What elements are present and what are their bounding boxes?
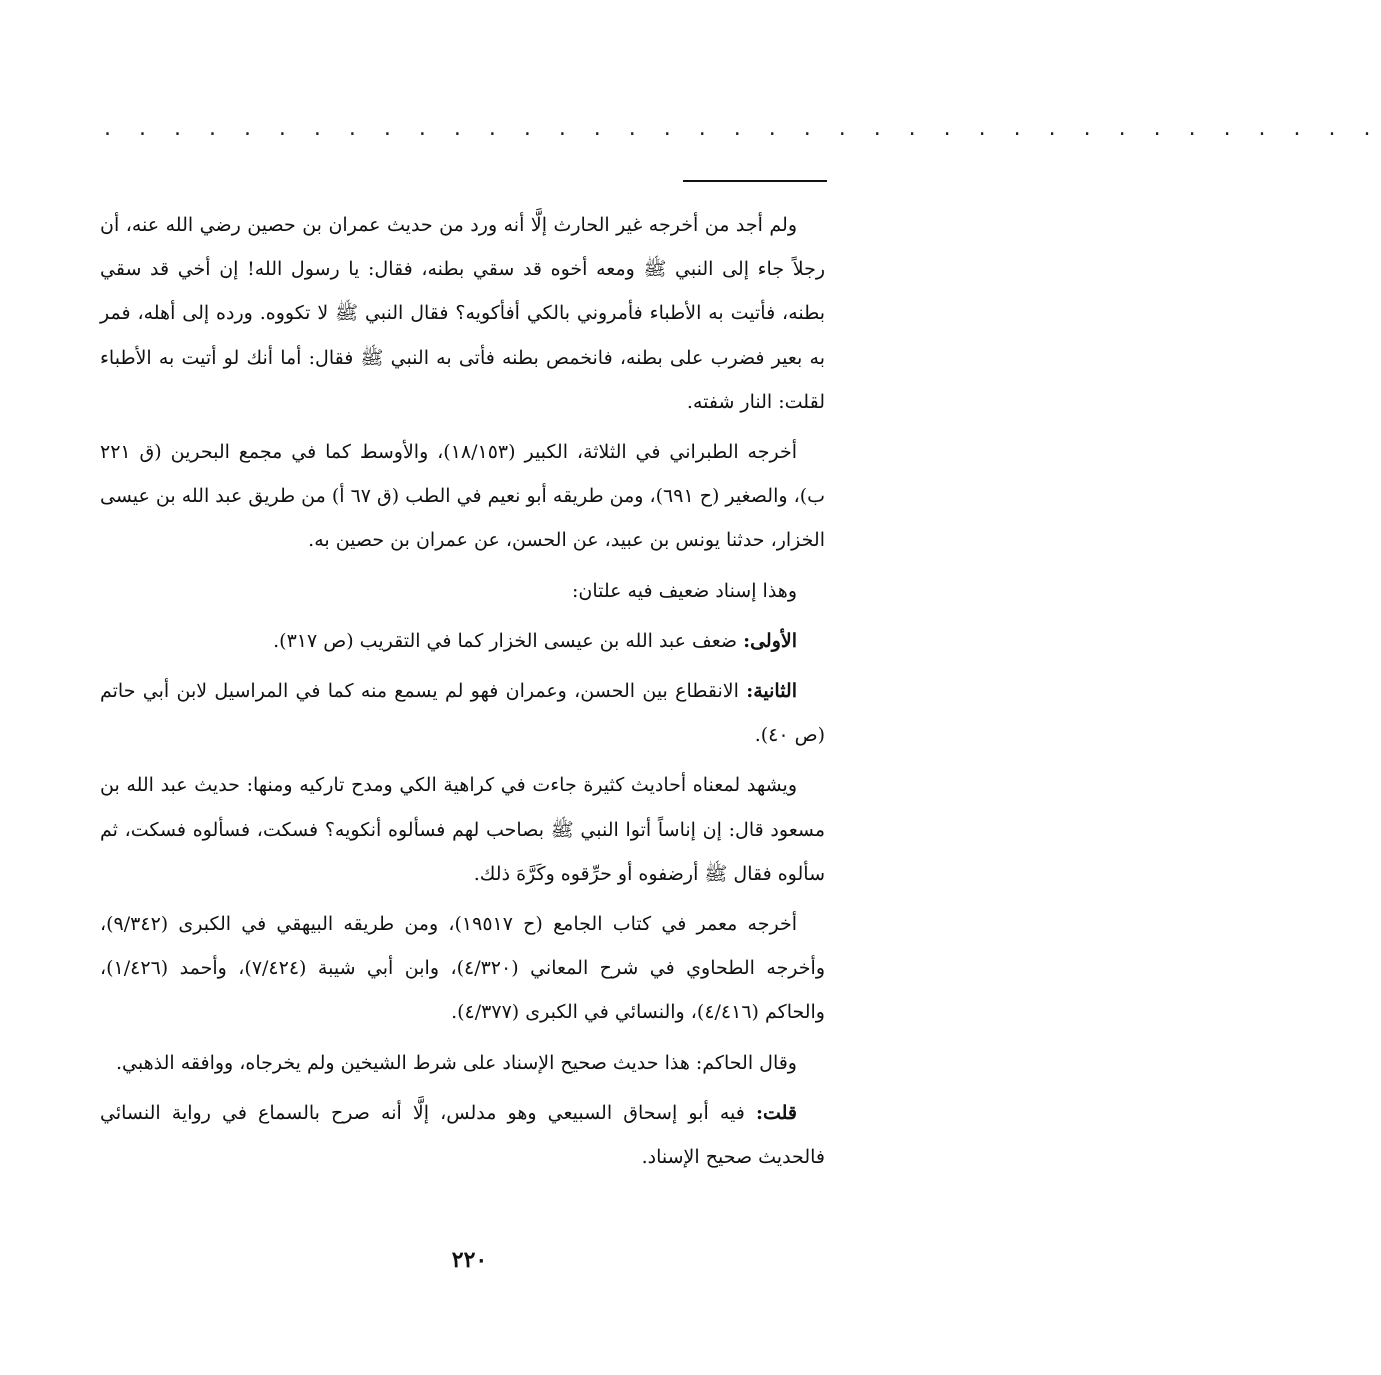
paragraph [100,669,825,757]
separator-dots: . . . . . . . . . . . . . . . . . . . . . . . . . . . . . . . . . . . . . [104,116,1381,141]
paragraph-text: ولم أجد من أخرجه غير الحارث إلَّا أنه ورد من حديث عمران بن حصين رضي الله عنه، أن رجلاً جاء إلى النبي ﷺ ومعه أخوه قد سقي بطنه، فقال: يا رسول الله! إن أخي قد سقي بطنه، فأتيت به الأطباء فأمروني بالكي أفأكويه؟ فقال النبي ﷺ لا تكووه. ورده إلى أهله، فمر به بعير فضرب على بطنه، فانخمص بطنه فأتى به النبي ﷺ فقال: أما أنك لو أتيت به الأطباء لقلت: النار شفته. [100,214,825,413]
paragraph [100,763,825,896]
paragraph-text: وهذا إسناد ضعيف فيه علتان: [572,579,797,602]
paragraph [100,569,825,613]
paragraph-text: وقال الحاكم: هذا حديث صحيح الإسناد على شرط الشيخين ولم يخرجاه، ووافقه الذهبي. [116,1051,797,1074]
paragraph-text: أخرجه معمر في كتاب الجامع (ح ١٩٥١٧)، ومن طريقه البيهقي في الكبرى (٩/٣٤٢)، وأخرجه الطحاوي في شرح المعاني (٤/٣٢٠)، وابن أبي شيبة (٧/٤٢٤)، وأحمد (١/٤٢٦)، والحاكم (٤/٤١٦)، والنسائي في الكبرى (٤/٣٧٧). [100,913,825,1024]
paragraph [100,1091,825,1179]
paragraph-text: ضعف عبد الله بن عيسى الخزار كما في التقريب (ص ٣١٧). [273,629,744,652]
paragraph-label: الثانية: [746,680,797,703]
page-number: ٢٢٠ [451,1247,488,1273]
paragraph-text: ويشهد لمعناه أحاديث كثيرة جاءت في كراهية الكي ومدح تاركيه ومنها: حديث عبد الله بن مسعود قال: إن إناساً أتوا النبي ﷺ بصاحب لهم فسألوه أنكويه؟ فسكت، فسألوه فسكت، ثم سألوه فقال ﷺ أرضفوه أو حرِّقوه وكَرَّهَ ذلك. [100,774,825,885]
paragraph [100,619,825,663]
paragraph [100,1041,825,1085]
paragraph [100,203,825,424]
footnote-body [100,203,825,1179]
paragraph-text: فيه أبو إسحاق السبيعي وهو مدلس، إلَّا أنه صرح بالسماع في رواية النسائي فالحديث صحيح الإسناد. [100,1101,825,1169]
footnote-rule [683,180,827,182]
paragraph [100,902,825,1035]
paragraph-text: أخرجه الطبراني في الثلاثة، الكبير (١٨/١٥٣)، والأوسط كما في مجمع البحرين (ق ٢٢١ ب)، والصغير (ح ٦٩١)، ومن طريقه أبو نعيم في الطب (ق ٦٧ أ) من طريق عبد الله بن عيسى الخزار، حدثنا يونس بن عبيد، عن الحسن، عن عمران بن حصين به. [100,441,826,552]
paragraph-text: الانقطاع بين الحسن، وعمران فهو لم يسمع منه كما في المراسيل لابن أبي حاتم (ص ٤٠). [100,680,825,747]
paragraph-label: الأولى: [743,629,797,652]
paragraph-label: قلت: [755,1101,797,1124]
paragraph [100,430,825,563]
